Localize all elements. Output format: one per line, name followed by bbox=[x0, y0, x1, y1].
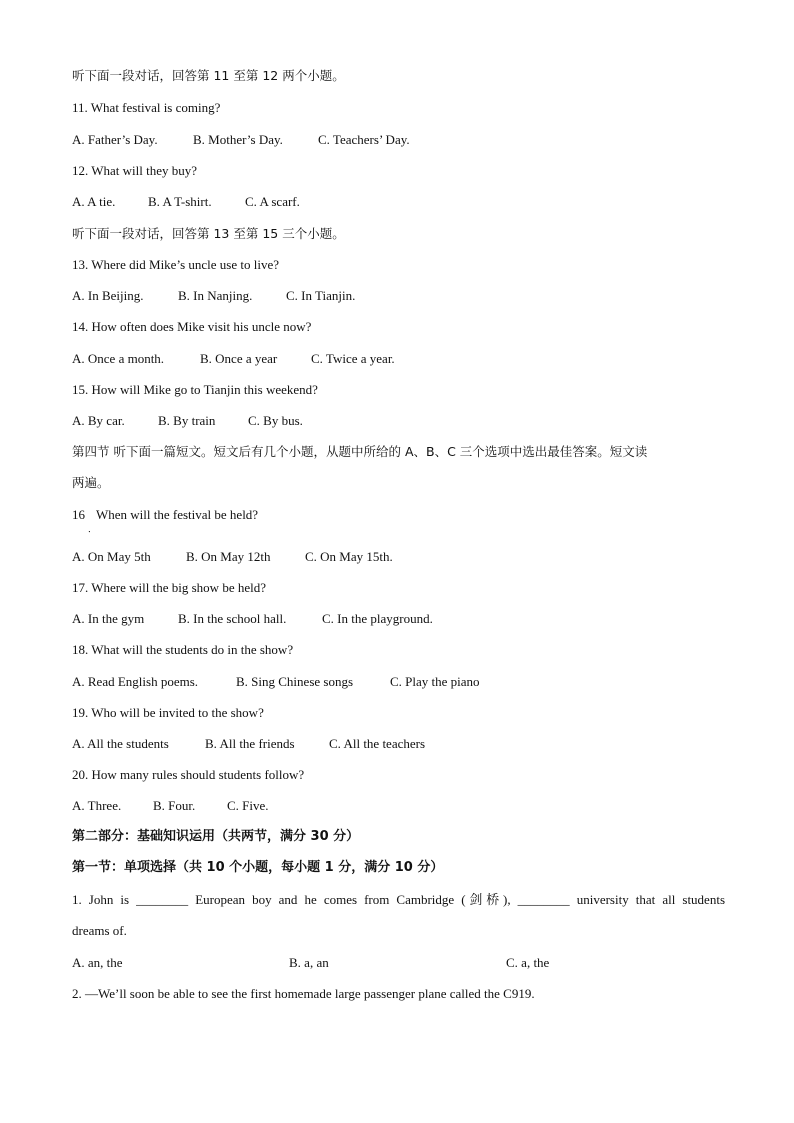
mc-question-1-option-c: C. a, the bbox=[506, 955, 550, 970]
question-13-option-b: B. In Nanjing. bbox=[178, 288, 253, 303]
question-19-option-b: B. All the friends bbox=[205, 736, 295, 751]
question-20-option-a: A. Three. bbox=[72, 798, 122, 813]
instruction-dialog-13-15: 听下面一段对话，回答第 13 至第 15 三个小题。 bbox=[72, 226, 345, 241]
question-18-option-a: A. Read English poems. bbox=[72, 674, 199, 689]
question-12-option-c: C. A scarf. bbox=[245, 194, 300, 209]
question-19: 19. Who will be invited to the show? bbox=[72, 705, 264, 720]
question-12: 12. What will they buy? bbox=[72, 163, 198, 178]
mc-question-2-line-1: 2. —We’ll soon be able to see the first homemade large passenger plane called the C919. bbox=[72, 986, 535, 1001]
section-4-instruction-line-2: 两遍。 bbox=[72, 475, 110, 490]
part-2-section-1-heading: 第一节：单项选择（共 10 个小题，每小题 1 分，满分 10 分） bbox=[72, 860, 444, 875]
question-17-option-a: A. In the gym bbox=[72, 611, 145, 626]
mc-question-1-option-b: B. a, an bbox=[289, 955, 329, 970]
question-14: 14. How often does Mike visit his uncle now? bbox=[72, 319, 312, 334]
question-14-option-a: A. Once a month. bbox=[72, 351, 165, 366]
question-13-option-a: A. In Beijing. bbox=[72, 288, 144, 303]
question-14-option-b: B. Once a year bbox=[200, 351, 278, 366]
question-17-option-b: B. In the school hall. bbox=[178, 611, 287, 626]
section-4-instruction-line-1: 第四节 听下面一篇短文。短文后有几个小题，从题中所给的 A、B、C 三个选项中选出最佳答案。短文读 bbox=[72, 444, 648, 459]
question-16-option-b: B. On May 12th bbox=[186, 549, 271, 564]
question-13-option-c: C. In Tianjin. bbox=[286, 288, 356, 303]
question-20-option-c: C. Five. bbox=[227, 798, 269, 813]
question-11-option-c: C. Teachers’ Day. bbox=[318, 132, 410, 147]
question-16-number: 16 bbox=[72, 507, 85, 522]
instruction-dialog-11-12: 听下面一段对话，回答第 11 至第 12 两个小题。 bbox=[72, 68, 345, 83]
question-11: 11. What festival is coming? bbox=[72, 100, 221, 115]
mc-question-1-option-a: A. an, the bbox=[72, 955, 123, 970]
question-16-option-a: A. On May 5th bbox=[72, 549, 151, 564]
question-12-option-a: A. A tie. bbox=[72, 194, 116, 209]
question-18-option-c: C. Play the piano bbox=[390, 674, 480, 689]
question-20-option-b: B. Four. bbox=[153, 798, 196, 813]
question-11-option-b: B. Mother’s Day. bbox=[193, 132, 283, 147]
mc-question-1-line-2: dreams of. bbox=[72, 923, 127, 938]
question-16: When will the festival be held? bbox=[96, 507, 259, 522]
part-2-heading: 第二部分：基础知识运用（共两节，满分 30 分） bbox=[72, 829, 360, 844]
question-15-option-c: C. By bus. bbox=[248, 413, 303, 428]
question-16-dot: ． bbox=[88, 524, 98, 534]
question-18-option-b: B. Sing Chinese songs bbox=[236, 674, 354, 689]
question-15-option-b: B. By train bbox=[158, 413, 216, 428]
question-17: 17. Where will the big show be held? bbox=[72, 580, 266, 595]
question-14-option-c: C. Twice a year. bbox=[311, 351, 395, 366]
question-19-option-c: C. All the teachers bbox=[329, 736, 426, 751]
question-13: 13. Where did Mike’s uncle use to live? bbox=[72, 257, 279, 272]
question-15-option-a: A. By car. bbox=[72, 413, 125, 428]
question-20: 20. How many rules should students follow? bbox=[72, 767, 305, 782]
mc-question-1-line-1: 1. John is ________ European boy and he comes from Cambridge (剑桥), ________ university that all students bbox=[72, 892, 725, 907]
question-11-option-a: A. Father’s Day. bbox=[72, 132, 158, 147]
question-16-option-c: C. On May 15th. bbox=[305, 549, 393, 564]
question-18: 18. What will the students do in the show? bbox=[72, 642, 294, 657]
question-12-option-b: B. A T-shirt. bbox=[148, 194, 212, 209]
question-19-option-a: A. All the students bbox=[72, 736, 169, 751]
question-15: 15. How will Mike go to Tianjin this weekend? bbox=[72, 382, 318, 397]
question-17-option-c: C. In the playground. bbox=[322, 611, 433, 626]
